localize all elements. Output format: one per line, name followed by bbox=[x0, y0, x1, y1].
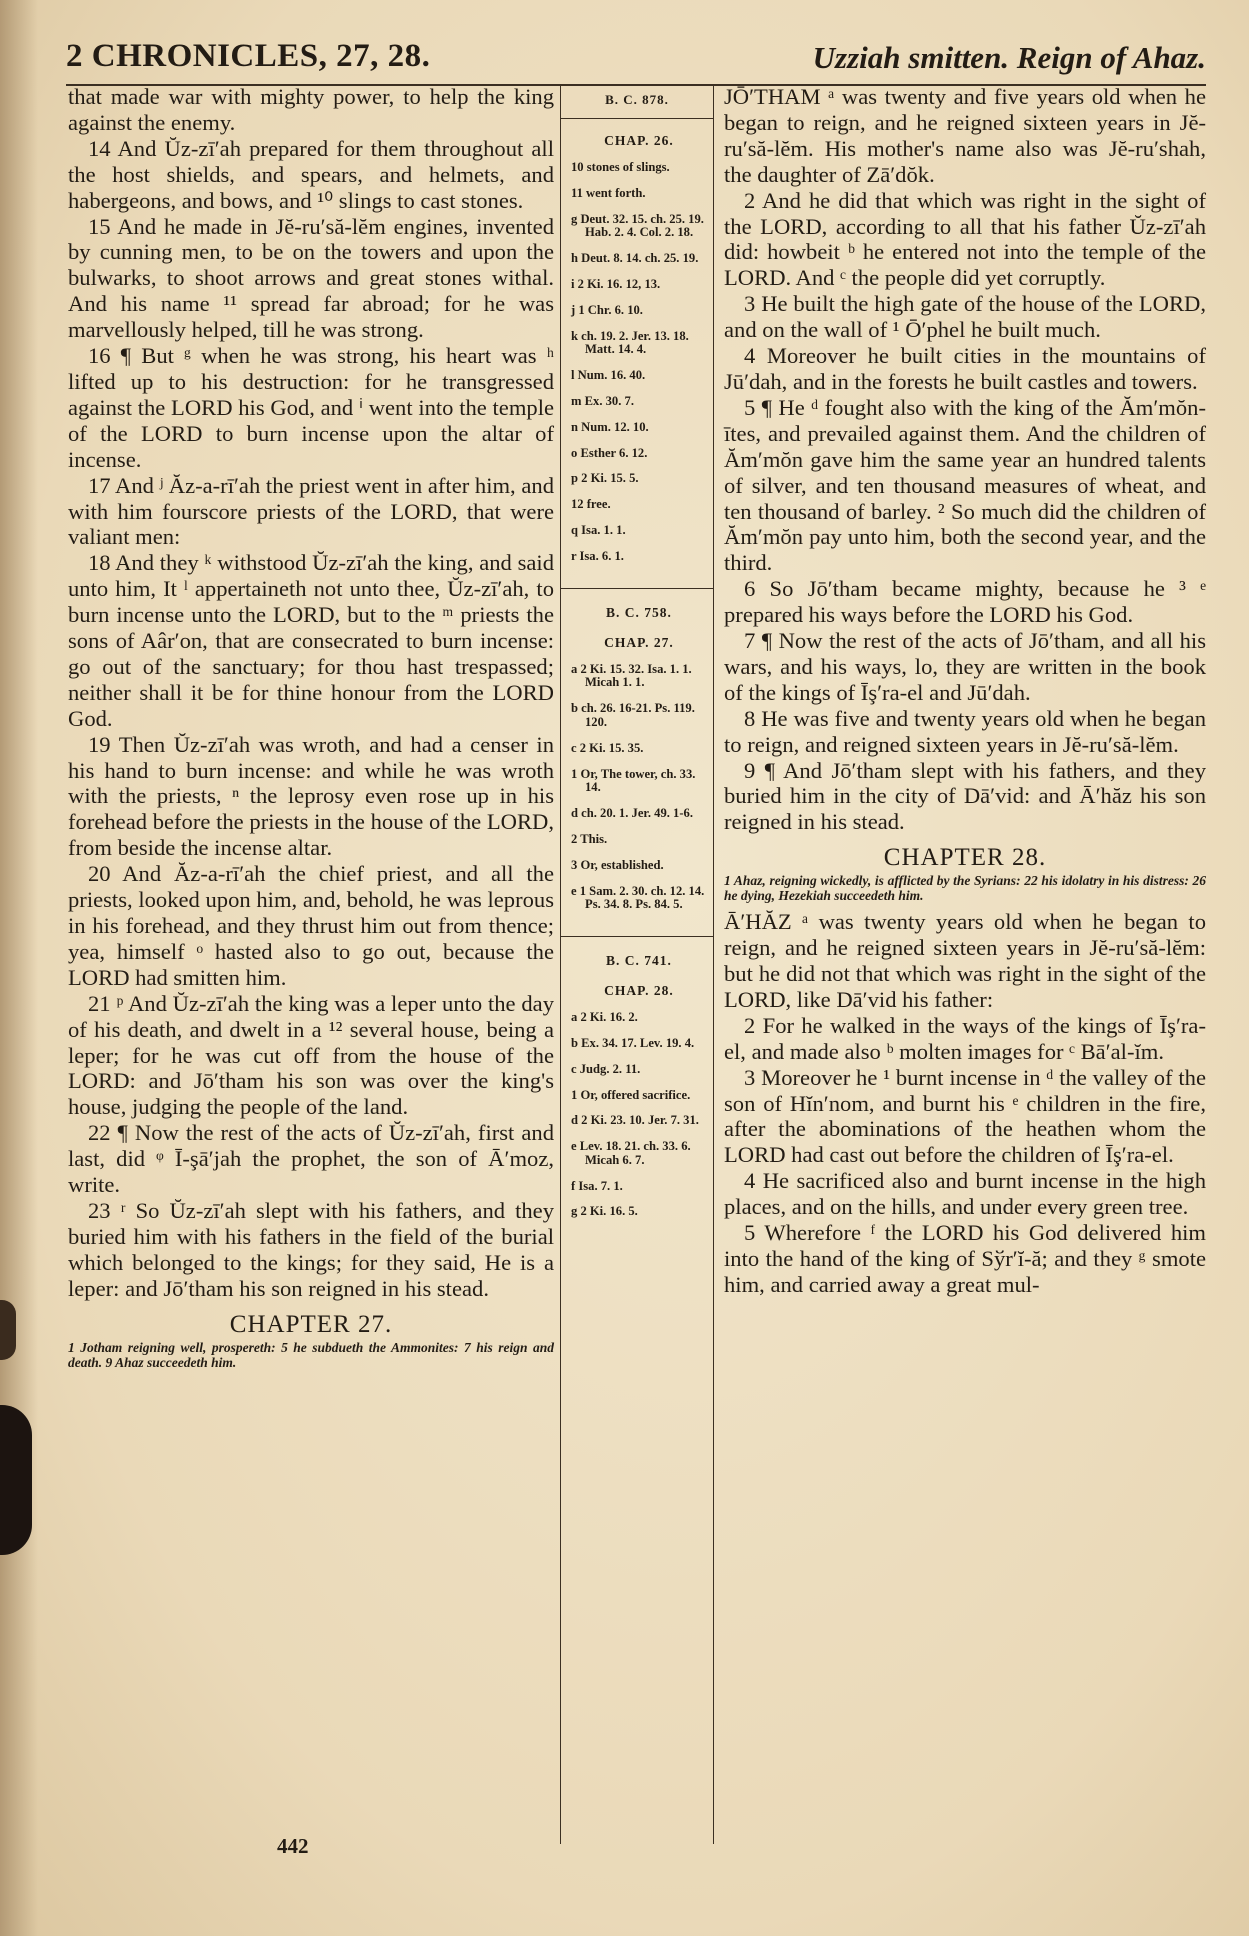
verse: 21 ᵖ And Ŭz-zī′ah the king was a leper unto the day of his death, and dwelt in a ¹² several house, being a leper; for he was cut off from the house of the LORD: and Jō′tham his son was over the king's house, judging the people of the land. bbox=[68, 990, 554, 1120]
verse: 14 And Ŭz-zī′ah prepared for them throughout all the host shields, and spears, and helmets, and habergeons, and bows, and ¹⁰ slings to cast stones. bbox=[68, 135, 554, 213]
topic-heading: Uzziah smitten. Reign of Ahaz. bbox=[812, 40, 1206, 75]
chap-label: CHAP. 26. bbox=[604, 133, 674, 148]
thumb-index-tab bbox=[0, 1405, 32, 1555]
cross-reference: r Isa. 6. 1. bbox=[571, 548, 624, 563]
verse: Ā′HĂZ ᵃ was twenty years old when he began to reign, and he reigned sixteen years in Jĕ-ru′să-lĕm: but he did not that which was right in the sight of the LORD, like Dā′vid his father: bbox=[724, 909, 1206, 1012]
book-chapter-heading: 2 CHRONICLES, 27, 28. bbox=[66, 38, 431, 74]
page-number: 442 bbox=[277, 1834, 309, 1858]
verse: JŌ′THAM ᵃ was twenty and five years old when he began to reign, and he reigned sixteen years in Jĕ-ru′să-lĕm. His mother's name also was Jĕ-ru′shah, the daughter of Zā′dŏk. bbox=[724, 84, 1206, 187]
date-label: B. C. 758. bbox=[606, 604, 672, 620]
verse: 6 So Jō′tham became mighty, because he ³ ᵉ prepared his ways before the LORD his God. bbox=[724, 576, 1206, 628]
chapter-27-summary: 1 Jotham reigning well, prospereth: 5 he subdueth the Ammonites: 7 his reign and death. 9 Ahaz succeedeth him. bbox=[68, 1339, 554, 1370]
cross-reference: f Isa. 7. 1. bbox=[571, 1178, 623, 1193]
cross-reference: d ch. 20. 1. Jer. 49. 1-6. bbox=[571, 806, 693, 821]
date-label: B. C. 878. bbox=[561, 84, 713, 119]
verse: 18 And they ᵏ withstood Ŭz-zī′ah the king, and said unto him, It ˡ appertaineth not unto thee, Ŭz-zī′ah, to burn incense unto the LORD, but to the ᵐ priests the sons of Aâr′on, that are consecrated to burn incense: go out of the sanctuary; for thou hast trespassed; neither shall it be for thine honour from the LORD God. bbox=[68, 550, 554, 731]
cross-reference: h Deut. 8. 14. ch. 25. 19. bbox=[571, 251, 699, 266]
cross-reference: 1 Or, offered sacrifice. bbox=[571, 1087, 691, 1102]
verse: 16 ¶ But ᵍ when he was strong, his heart was ʰ lifted up to his destruction: for he transgressed against the LORD his God, and ⁱ went into the temple of the LORD to burn incense upon the altar of incense. bbox=[68, 343, 554, 472]
verse: 20 And Ăz-a-rī′ah the chief priest, and all the priests, looked upon him, and, behold, he was leprous in his forehead, and they thrust him out from thence; yea, himself ᵒ hasted also to go out, because the LORD had smitten him. bbox=[68, 861, 554, 990]
right-text-column bbox=[724, 84, 1206, 1298]
cross-reference: p 2 Ki. 15. 5. bbox=[571, 471, 639, 486]
cross-reference: k ch. 19. 2. Jer. 13. 18. Matt. 14. 4. bbox=[571, 328, 689, 357]
verse: 4 He sacrificed also and burnt incense in the high places, and on the hills, and under every green tree. bbox=[724, 1168, 1206, 1220]
cross-reference: 3 Or, established. bbox=[571, 857, 664, 872]
verse: 2 For he walked in the ways of the kings of Īş′ra-el, and made also ᵇ molten images for ᶜ Bā′al-ĭm. bbox=[724, 1012, 1206, 1064]
cross-reference: 10 stones of slings. bbox=[571, 160, 670, 174]
cross-reference: c Judg. 2. 11. bbox=[571, 1061, 641, 1076]
thumb-index-notch-small bbox=[0, 1300, 16, 1360]
verse: 2 And he did that which was right in the sight of the LORD, according to all that his father Ŭz-zī′ah did: howbeit ᵇ he entered not into the temple of the LORD. And ᶜ the people did yet corruptly. bbox=[724, 187, 1206, 291]
verse: 17 And ʲ Ăz-a-rī′ah the priest went in after him, and with him fourscore priests of the LORD, that were valiant men: bbox=[68, 472, 554, 550]
verse: 5 Wherefore ᶠ the LORD his God delivered him into the hand of the king of Sўr′ĭ-ă; and they ᵍ smote him, and carried away a great mul- bbox=[724, 1220, 1206, 1297]
verse: 19 Then Ŭz-zī′ah was wroth, and had a censer in his hand to burn incense: and while he was wroth with the priests, ⁿ the leprosy even rose up in his forehead before the priests in the house of the LORD, from beside the incense altar. bbox=[68, 731, 554, 861]
chap-label: CHAP. 28. bbox=[604, 983, 674, 999]
cross-reference: g 2 Ki. 16. 5. bbox=[571, 1204, 638, 1219]
cross-reference: o Esther 6. 12. bbox=[571, 445, 648, 460]
cross-reference: e 1 Sam. 2. 30. ch. 12. 14. Ps. 34. 8. Ps. 84. 5. bbox=[571, 883, 705, 912]
chapter-28-summary: 1 Ahaz, reigning wickedly, is afflicted by the Syrians: 22 his idolatry in his distress: 26 he dying, Hezekiah succeedeth him. bbox=[724, 873, 1206, 904]
date-label: B. C. 741. bbox=[606, 953, 672, 969]
verse: 5 ¶ He ᵈ fought also with the king of the Ăm′mŏn-ītes, and prevailed against them. And the children of Ăm′mŏn gave him the same year an hundred talents of silver, and ten thousand measures of wheat, and ten thousand of barley. ² So much did the children of Ăm′mŏn pay unto him, both the second year, and the third. bbox=[724, 394, 1206, 576]
chapter-27-title: CHAPTER 27. bbox=[229, 1310, 393, 1338]
running-header bbox=[66, 34, 1206, 86]
page-edge-shadow bbox=[0, 0, 38, 1936]
left-text-column bbox=[68, 84, 554, 1376]
cross-reference: q Isa. 1. 1. bbox=[571, 522, 626, 537]
cross-reference: a 2 Ki. 16. 2. bbox=[571, 1010, 638, 1025]
cross-reference: 11 went forth. bbox=[571, 185, 646, 200]
cross-reference: n Num. 12. 10. bbox=[571, 419, 649, 434]
verse: 15 And he made in Jĕ-ru′să-lĕm engines, invented by cunning men, to be on the towers and upon the bulwarks, to shoot arrows and great stones withal. And his name ¹¹ spread far abroad; for he was marvellously helped, till he was strong. bbox=[68, 213, 554, 343]
chap-label: CHAP. 27. bbox=[604, 634, 674, 650]
ref-block-chap-26 bbox=[561, 84, 713, 589]
cross-reference: b ch. 26. 16-21. Ps. 119. 120. bbox=[571, 701, 695, 729]
cross-reference: e Lev. 18. 21. ch. 33. 6. Micah 6. 7. bbox=[571, 1139, 691, 1167]
verse: 23 ʳ So Ŭz-zī′ah slept with his fathers, and they buried him with his fathers in the field of the burial which belonged to the kings; for they said, He is a leper: and Jō′tham his son reigned in his stead. bbox=[68, 1197, 554, 1301]
cross-reference: a 2 Ki. 15. 32. Isa. 1. 1. Micah 1. 1. bbox=[571, 661, 692, 690]
cross-reference: 1 Or, The tower, ch. 33. 14. bbox=[571, 766, 696, 795]
ref-block-chap-28 bbox=[561, 953, 713, 1219]
ref-block-chap-27 bbox=[561, 605, 713, 938]
verse: 8 He was five and twenty years old when he began to reign, and reigned sixteen years in Jĕ-ru′să-lĕm. bbox=[724, 705, 1206, 757]
cross-reference: d 2 Ki. 23. 10. Jer. 7. 31. bbox=[571, 1113, 699, 1128]
verse: 7 ¶ Now the rest of the acts of Jō′tham, and all his wars, and his ways, lo, they are written in the book of the kings of Īş′ra-el and Jū′dah. bbox=[724, 628, 1206, 705]
cross-reference-column bbox=[560, 84, 714, 1844]
verse: 22 ¶ Now the rest of the acts of Ŭz-zī′ah, first and last, did ᵠ Ī-şā′jah the prophet, the son of Ā′moz, write. bbox=[68, 1120, 554, 1198]
verse: 3 He built the high gate of the house of the LORD, and on the wall of ¹ Ō′phel he built much. bbox=[724, 291, 1206, 343]
cross-reference: i 2 Ki. 16. 12, 13. bbox=[571, 276, 661, 291]
verse: 9 ¶ And Jō′tham slept with his fathers, and they buried him in the city of Dā′vid: and Ā′hăz his son reigned in his stead. bbox=[724, 757, 1206, 835]
cross-reference: c 2 Ki. 15. 35. bbox=[571, 740, 644, 755]
chapter-28-title: CHAPTER 28. bbox=[883, 844, 1047, 872]
cross-reference: l Num. 16. 40. bbox=[571, 368, 646, 383]
verse: that made war with mighty power, to help the king against the enemy. bbox=[68, 84, 554, 135]
cross-reference: j 1 Chr. 6. 10. bbox=[571, 302, 643, 317]
cross-reference: g Deut. 32. 15. ch. 25. 19. Hab. 2. 4. Col. 2. 18. bbox=[571, 211, 704, 240]
verse: 4 Moreover he built cities in the mountains of Jū′dah, and in the forests he built castles and towers. bbox=[724, 343, 1206, 394]
cross-reference: 12 free. bbox=[571, 497, 611, 512]
cross-reference: 2 This. bbox=[571, 831, 608, 846]
cross-reference: m Ex. 30. 7. bbox=[571, 393, 634, 408]
cross-reference: b Ex. 34. 17. Lev. 19. 4. bbox=[571, 1035, 695, 1050]
verse: 3 Moreover he ¹ burnt incense in ᵈ the valley of the son of Hĭn′nom, and burnt his ᵉ children in the fire, after the abominations of the heathen whom the LORD had cast out before the children of Īş′ra-el. bbox=[724, 1064, 1206, 1168]
